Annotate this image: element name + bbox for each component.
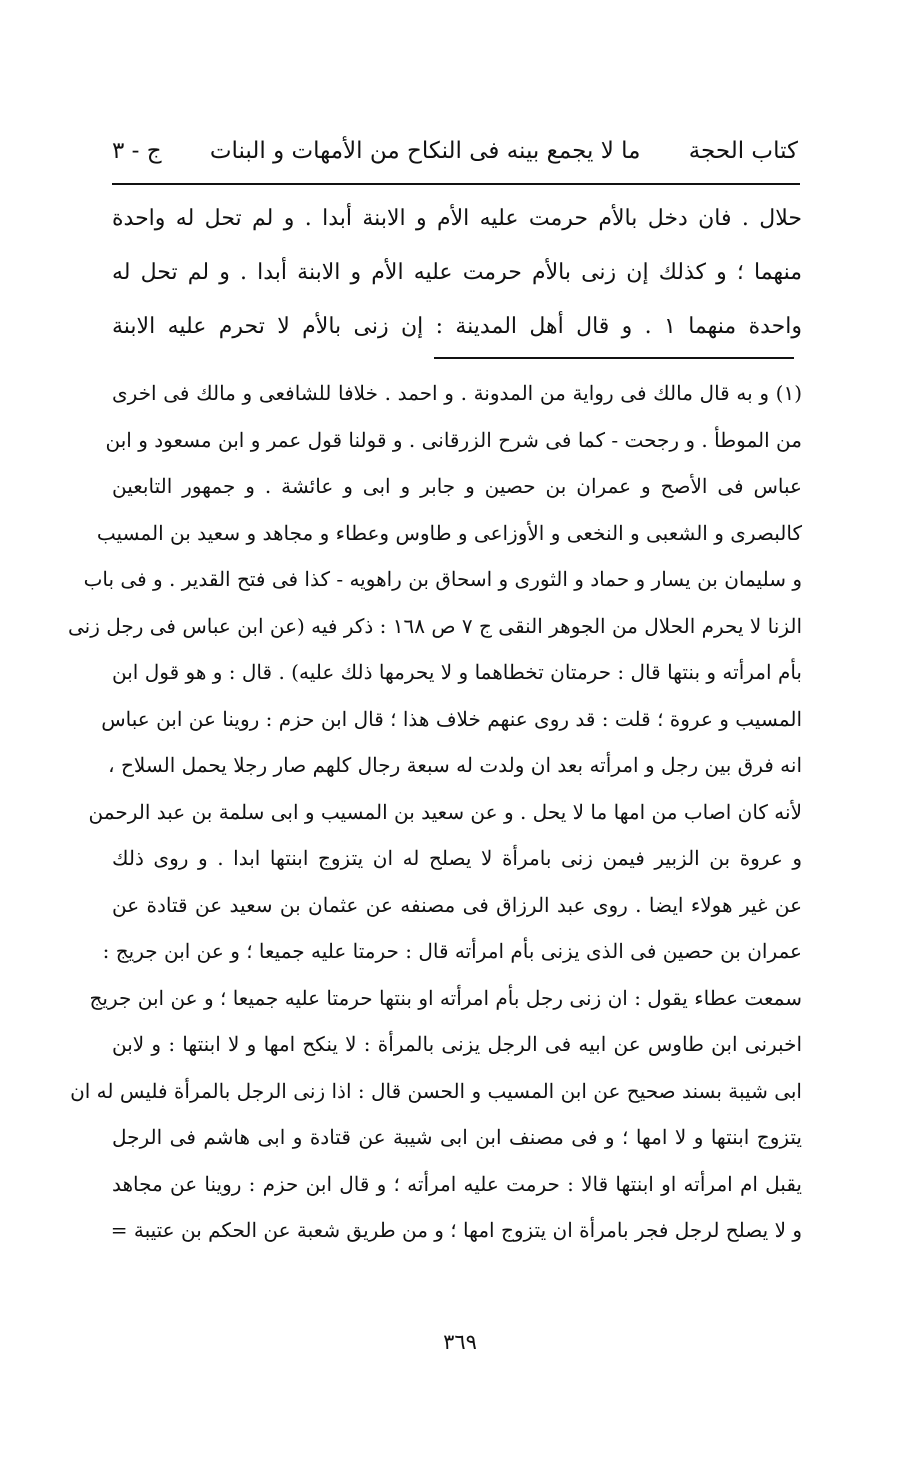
footnote-line: يقبل ام امرأته او ابنتها قالا : حرمت عليه امرأته ؛ و قال ابن حزم : روينا عن مجاهد xyxy=(112,1171,802,1196)
footnote-line: بأم امرأته و بنتها قال : حرمتان تخطاهما و لا يحرمها ذلك عليه) . قال : و هو قول ابن xyxy=(112,660,802,684)
footnote-line: عن غير هولاء ايضا . روى عبد الرزاق فى مصنفه عن عثمان بن سعيد عن قتادة عن xyxy=(112,892,802,917)
footnote-line: (١) و به قال مالك فى رواية من المدونة . و احمد . خلافا للشافعى و مالك فى اخرى xyxy=(112,381,802,405)
page-number: ٣٦٩ xyxy=(443,1330,477,1354)
footnote-line: اخبرنى ابن طاوس عن ابيه فى الرجل يزنى بالمرأة : لا ينكح امها و لا ابنتها : و لابن xyxy=(112,1032,802,1056)
text-line: منهما ؛ و كذلك إن زنى بالأم حرمت عليه الأم و الابنة أبدا . و لم تحل له xyxy=(112,260,802,285)
volume-number: ج - ٣ xyxy=(112,138,162,164)
footnote-line: سمعت عطاء يقول : ان زنى رجل بأم امرأته او بنتها حرمتا عليه جميعا ؛ و عن ابن جريج xyxy=(89,985,802,1010)
main-text xyxy=(112,192,802,354)
footnote-line: من الموطأ . و رجحت - كما فى شرح الزرقانى . و قولنا قول عمر و ابن مسعود و ابن xyxy=(105,427,802,452)
footnote-line: كالبصرى و الشعبى و النخعى و الأوزاعى و طاوس وعطاء و مجاهد و سعيد بن المسيب xyxy=(96,520,802,545)
chapter-subject: ما لا يجمع بينه فى النكاح من الأمهات و البنات xyxy=(209,138,641,164)
footnote xyxy=(67,370,803,1254)
text-line: واحدة منهما ١ . و قال أهل المدينة : إن زنى بالأم لا تحرم عليه الابنة xyxy=(112,314,802,339)
footnote-line: عمران بن حصين فى الذى يزنى بأم امرأته قال : حرمتا عليه جميعا ؛ و عن ابن جريج : xyxy=(102,939,802,963)
header-rule xyxy=(112,183,800,185)
footnote-line: و عروة بن الزبير فيمن زنى بامرأة لا يصلح له ان يتزوج ابنتها ابدا . و روى ذلك xyxy=(112,846,803,870)
footnote-line: عباس فى الأصح و عمران بن حصين و جابر و ابى و عائشة . و جمهور التابعين xyxy=(112,474,802,498)
footnote-line: و سليمان بن يسار و حماد و الثورى و اسحاق بن راهويه - كذا فى فتح القدير . و فى باب xyxy=(83,567,802,591)
text-line: حلال . فان دخل بالأم حرمت عليه الأم و الابنة أبدا . و لم تحل له واحدة xyxy=(112,206,802,231)
running-header xyxy=(112,128,798,174)
footnote-line: يتزوج ابنتها و لا امها ؛ و فى مصنف ابن ابى شيبة عن قتادة و ابى هاشم فى الرجل xyxy=(112,1125,802,1149)
book-title: كتاب الحجة xyxy=(688,138,798,164)
footnote-line: انه فرق بين رجل و امرأته بعد ان ولدت له سبعة رجال كلهم صار رجلا يحمل السلاح ، xyxy=(108,753,802,777)
footnote-rule xyxy=(434,357,794,359)
footnote-line: و لا يصلح لرجل فجر بامرأة ان يتزوج امها ؛ و من طريق شعبة عن الحكم بن عتيبة = xyxy=(110,1218,802,1242)
footnote-line: الزنا لا يحرم الحلال من الجوهر النقى ج ٧ ص ١٦٨ : ذكر فيه (عن ابن عباس فى رجل زنى xyxy=(67,613,802,638)
footnote-line: ابى شيبة بسند صحيح عن ابن المسيب و الحسن قال : اذا زنى الرجل بالمرأة فليس له ان xyxy=(70,1078,802,1103)
footnote-line: المسيب و عروة ؛ قلت : قد روى عنهم خلاف هذا ؛ قال ابن حزم : روينا عن ابن عباس xyxy=(101,706,802,731)
footnote-line: لأنه كان اصاب من امها ما لا يحل . و عن سعيد بن المسيب و ابى سلمة بن عبد الرحمن xyxy=(88,799,802,824)
